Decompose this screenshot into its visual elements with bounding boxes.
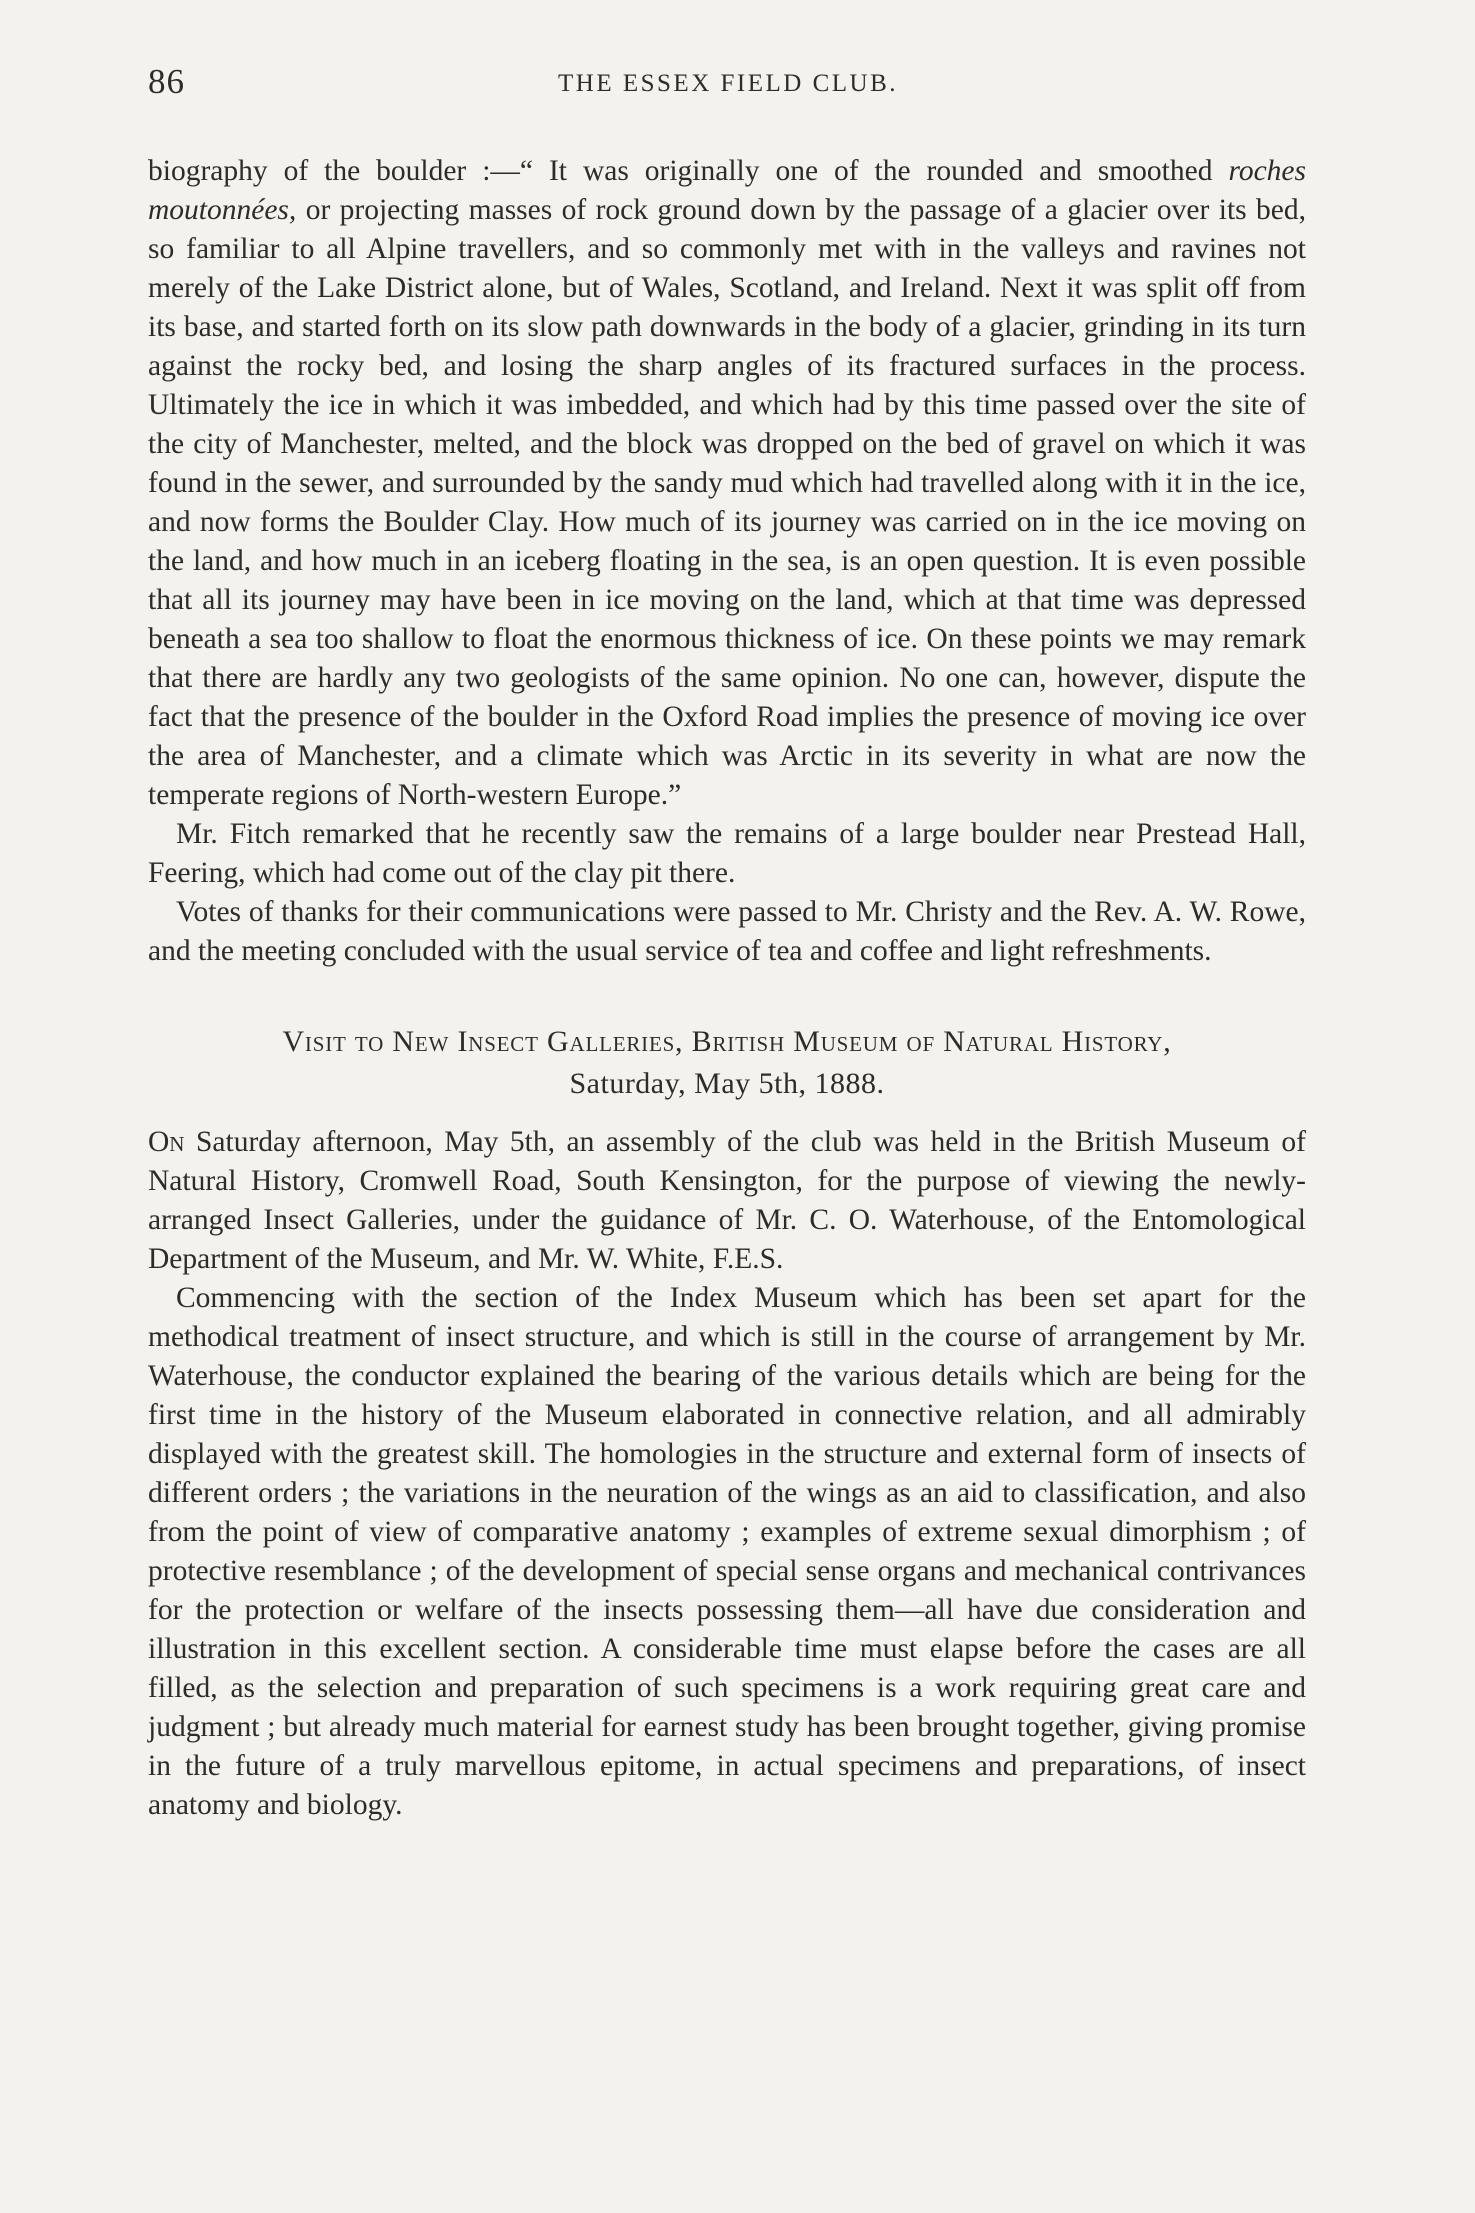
section-date: Saturday, May 5th, 1888. [569, 1067, 885, 1100]
index-museum-paragraph: Commencing with the section of the Index Museum which has been set apart for the methodical treatment of insect structure, and which is still in the course of arrangement by Mr. Waterhouse, the conductor explained the bearing of the various details which are being for the first time in the history of the Museum elaborated in connective relation, and all admirably displayed with the greatest skill. The homologies in the structure and external form of insects of different orders ; the variations in the neuration of the wings as an aid to classification, and also from the point of view of comparative anatomy ; examples of extreme sexual dimorphism ; of protective resemblance ; of the development of special sense organs and mechanical contrivances for the protection or welfare of the insects possessing them—all have due consideration and illustration in this excellent section. A considerable time must elapse before the cases are all filled, as the selection and preparation of such specimens is a work requiring great care and judgment ; but already much material for earnest study has been brought together, giving promise in the future of a truly marvellous epitome, in actual specimens and preparations, of insect anatomy and biology. [148, 1282, 1306, 1821]
fitch-remark-paragraph: Mr. Fitch remarked that he recently saw the remains of a large boulder near Prestead Hall, Feering, which had come out of the clay pit there. [148, 818, 1306, 889]
page-number: 86 [148, 62, 185, 101]
page-body [148, 152, 1306, 1825]
paragraph-text: or projecting masses of rock ground down by the passage of a glacier over its bed, so familiar to all Alpine travellers, and so commonly met with in the valleys and ravines not merely of the Lake District alone, but of Wales, Scotland, and Ireland. Next it was split off from its base, and started forth on its slow path downwards in the body of a glacier, grinding in its turn against the rocky bed, and losing the sharp angles of its fractured surfaces in the process. Ultimately the ice in which it was imbedded, and which had by this time passed over the site of the city of Manchester, melted, and the block was dropped on the bed of gravel on which it was found in the sewer, and surrounded by the sandy mud which had travelled along with it in the ice, and now forms the Boulder Clay. How much of its journey was carried on in the ice moving on the land, and how much in an iceberg floating in the sea, is an open question. It is even possible that all its journey may have been in ice moving on the land, which at that time was depressed beneath a sea too shallow to float the enormous thickness of ice. On these points we may remark that there are hardly any two geologists of the same opinion. No one can, however, dispute the fact that the presence of the boulder in the Oxford Road implies the presence of moving ice over the area of Manchester, and a climate which was Arctic in its severity in what are now the temperate regions of North-western Europe.” [148, 194, 1306, 811]
votes-of-thanks-paragraph: Votes of thanks for their communications were passed to Mr. Christy and the Rev. A. W. Rowe, and the meeting concluded with the usual service of tea and coffee and light refreshments. [148, 896, 1306, 967]
running-title: THE ESSEX FIELD CLUB. [558, 70, 898, 97]
visit-intro-paragraph [148, 1123, 1306, 1279]
boulder-biography-paragraph [148, 152, 1306, 815]
paragraph-text: Saturday afternoon, May 5th, an assembly of the club was held in the British Museum of Natural History, Cromwell Road, South Kensington, for the purpose of viewing the newly-arranged Insect Galleries, under the guidance of Mr. C. O. Waterhouse, of the Entomological Department of the Museum, and Mr. W. White, F.E.S. [148, 1126, 1306, 1275]
small-caps-lead: On [148, 1126, 185, 1158]
italic-term: roches moutonnées, [148, 155, 1306, 226]
paragraph-text: biography of the boulder :—“ It was originally one of the rounded and smoothed [148, 155, 1229, 187]
running-header [148, 62, 1308, 112]
section-heading: Visit to New Insect Galleries, British Museum of Natural History, [282, 1025, 1172, 1058]
